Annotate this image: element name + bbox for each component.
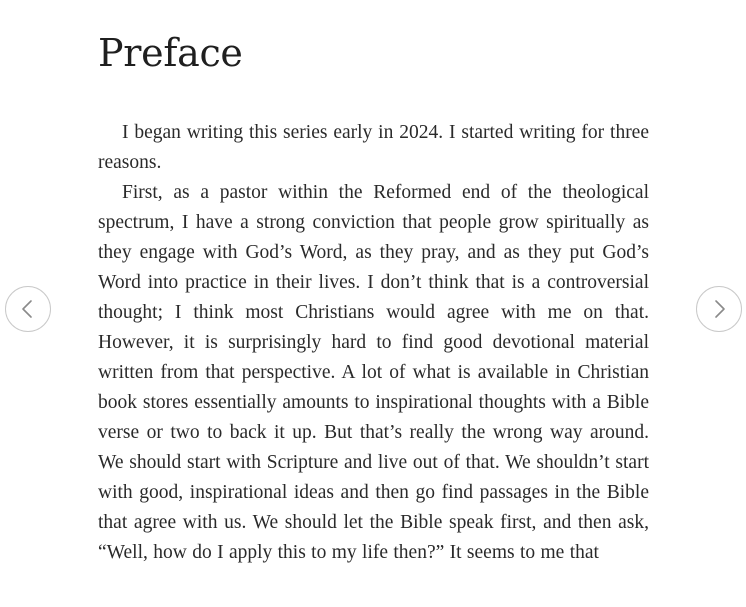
paragraph: I began writing this series early in 2024. I started writing for three reasons. [98,122,649,173]
reader-page [98,0,649,607]
paragraph: First, as a pastor within the Reformed end of the theological spectrum, I have a strong conviction that people grow spiritually as they engage with God’s Word, as they pray, and as they put God’s Word into practice in their lives. I don’t think that is a controversial thought; I think most Christians would agree with me on that. However, it is surprisingly hard to find good devotional material written from that perspective. A lot of what is available in Christian book stores essentially amounts to inspirational thoughts with a Bible verse or two to back it up. But that’s really the wrong way around. We should start with Scripture and live out of that. We shouldn’t start with good, inspirational ideas and then go find passages in the Bible that agree with us. We should let the Bible speak first, and then ask, “Well, how do I apply this to my life then?” It seems to me that [98,182,649,563]
chevron-left-icon [18,299,38,319]
previous-page-button[interactable] [5,286,51,332]
next-page-button[interactable] [696,286,742,332]
chevron-right-icon [709,299,729,319]
chapter-body [98,118,649,568]
chapter-title: Preface [98,31,243,75]
